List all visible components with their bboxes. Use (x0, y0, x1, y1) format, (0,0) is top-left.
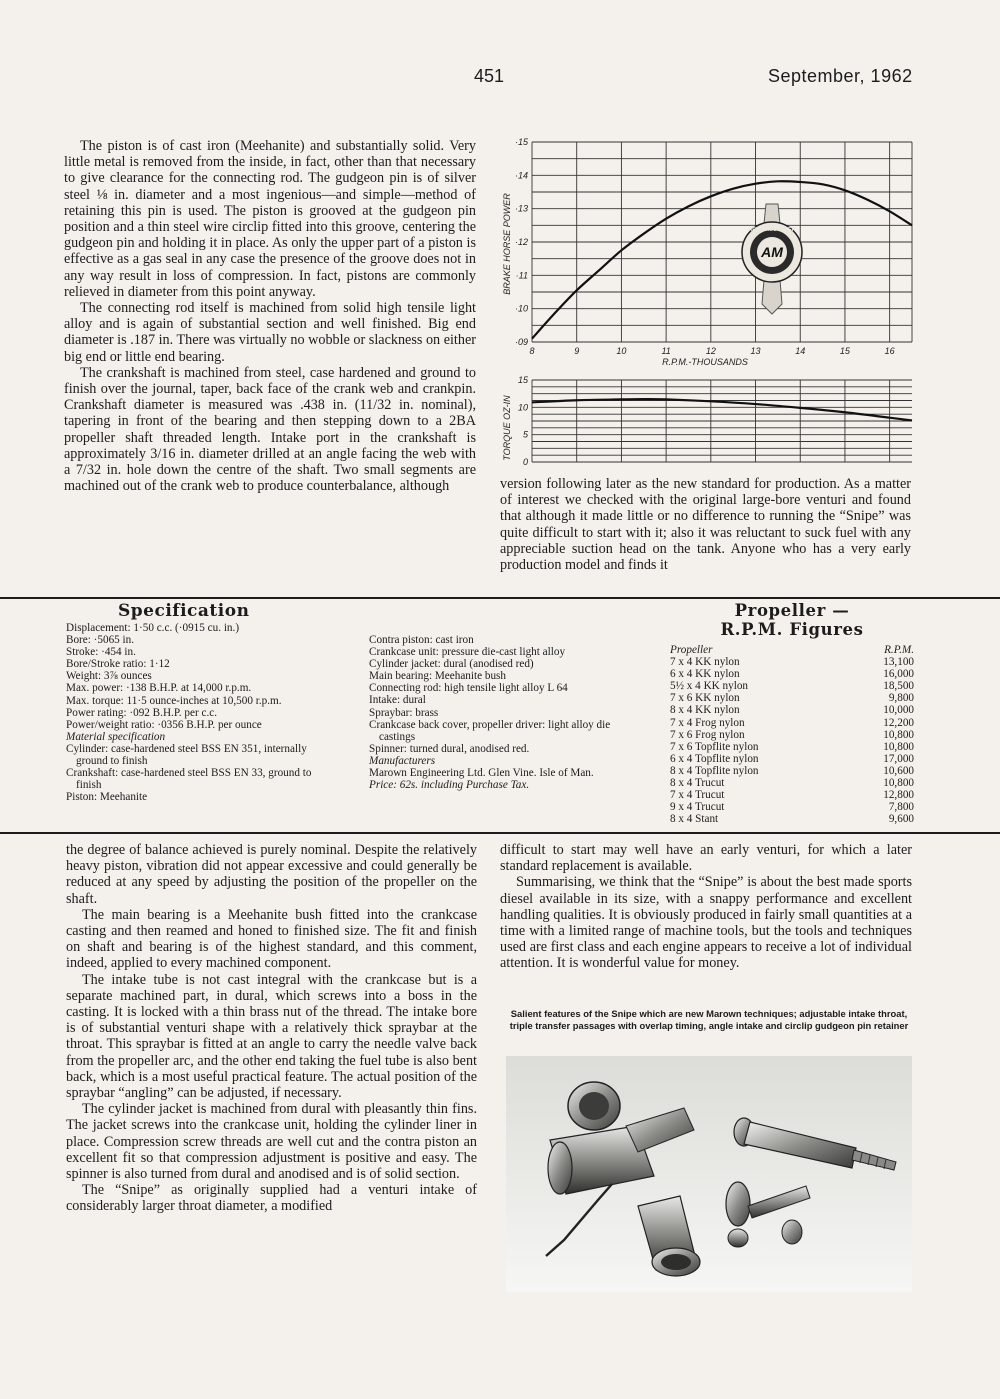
svg-text:ANALYSIS: ANALYSIS (758, 274, 786, 280)
propeller-table-body (670, 656, 914, 825)
table-row (670, 741, 914, 753)
propeller-size: 5½ x 4 KK nylon (670, 680, 749, 693)
propeller-size: 8 x 4 KK nylon (670, 704, 740, 717)
specification-col-1 (66, 622, 312, 803)
x-tick-label: 11 (661, 346, 671, 356)
propeller-size: 7 x 6 Frog nylon (670, 728, 745, 741)
col-header-propeller: Propeller (670, 644, 713, 656)
spec-line: Crankcase back cover, propeller driver: light alloy die castings (369, 718, 611, 743)
spec-top-rule (0, 597, 1000, 599)
rpm-value: 10,800 (883, 740, 914, 753)
table-row (670, 692, 914, 704)
table-row (670, 729, 914, 741)
spec-line: Power rating: ·092 B.H.P. per c.c. (66, 706, 218, 719)
bhp-y-ticks (515, 137, 529, 347)
paragraph: The main bearing is a Meehanite bush fitted into the crankcase casting and then reamed and honed to finished size. The fit and finish on shaft and bearing is of the highest standard, and this comment, indeed, applied to every machined component. (66, 906, 477, 972)
gudgeon-pin-part (728, 1229, 748, 1247)
paragraph: the degree of balance achieved is purely nominal. Despite the relatively heavy piston, vibration did not appear excessive and could generally be reduced at any speed by adjusting the position of the propeller on the shaft. (66, 842, 477, 907)
spec-line: Cylinder: case-hardened steel BSS EN 351, internally ground to finish (66, 742, 307, 768)
spec-line: Max. torque: 11·5 ounce-inches at 10,500 r.p.m. (66, 694, 282, 707)
spec-line: Weight: 3⅞ ounces (66, 670, 152, 683)
piston-ring-part (782, 1220, 802, 1244)
specification-title: Specification (118, 601, 250, 621)
spec-line: Spinner: turned dural, anodised red. (369, 742, 530, 755)
spec-price: Price: 62s. including Purchase Tax. (369, 779, 530, 792)
issue-date: September, 1962 (768, 66, 913, 86)
x-tick-label: 10 (616, 346, 627, 356)
photo-caption: Salient features of the Snipe which are new Marown techniques; adjustable intake throat, triple transfer passages with overlap timing, angle intake and circlip gudgeon pin retainer (509, 1008, 909, 1031)
spec-line: Piston: Meehanite (66, 791, 148, 804)
y-tick-label: 5 (522, 429, 528, 440)
page-number: 451 (474, 66, 505, 86)
paragraph: difficult to start may well have an early venturi, for which a later standard replacement is available. (500, 842, 912, 875)
bhp-curve (532, 181, 912, 338)
table-header-row (670, 644, 914, 656)
table-row (670, 789, 914, 801)
spec-heading: Manufacturers (369, 754, 436, 767)
spec-line: Marown Engineering Ltd. Glen Vine. Isle of Man. (369, 767, 594, 780)
rpm-value: 10,800 (883, 728, 914, 741)
y-tick-label: ·09 (514, 337, 528, 347)
x-tick-label: 14 (795, 346, 806, 356)
spec-bottom-rule (0, 832, 1000, 834)
y-tick-label: ·10 (514, 303, 528, 314)
x-tick-label: 9 (574, 346, 580, 356)
propeller-title (670, 601, 914, 639)
bhp-chart (492, 132, 920, 372)
table-row (670, 680, 914, 692)
y-tick-label: ·15 (514, 137, 528, 147)
rpm-value: 7,800 (888, 801, 914, 814)
spec-line: Bore: ·5065 in. (66, 634, 135, 647)
spec-line: Cylinder jacket: dural (anodised red) (369, 658, 534, 671)
table-row (670, 668, 914, 680)
rpm-value: 12,800 (883, 789, 914, 802)
rpm-value: 12,200 (883, 716, 914, 729)
table-row (670, 813, 914, 825)
spec-line: Bore/Stroke ratio: 1·12 (66, 658, 170, 671)
spec-line: Crankshaft: case-hardened steel BSS EN 33, ground to finish (66, 767, 312, 792)
x-tick-label: 16 (884, 346, 895, 356)
rpm-value: 9,800 (888, 692, 914, 705)
table-row (670, 704, 914, 716)
aeromodeller-badge-logo (742, 204, 802, 314)
y-tick-label: ·13 (514, 203, 528, 214)
left-top-column (64, 138, 476, 494)
spec-line: Main bearing: Meehanite bush (369, 670, 507, 683)
propeller-size: 7 x 4 Trucut (670, 789, 725, 802)
y-tick-label: 0 (522, 457, 528, 467)
table-row (670, 753, 914, 765)
bhp-y-axis-label: BRAKE HORSE POWER (502, 193, 512, 295)
y-tick-label: ·12 (514, 237, 528, 247)
right-bottom-column (500, 842, 912, 972)
y-tick-label: 10 (517, 402, 528, 413)
col-header-rpm: R.P.M. (884, 644, 914, 656)
specification-col-2 (369, 634, 615, 791)
paragraph: version following later as the new standard for production. As a matter of interest we checked with the original large-bore venturi and found that although it made little or no difference to running the “Snipe” was quite difficult to start with it; also it was reluctant to suck fuel with any appreciable suction head on the tank. Anyone who has a very early production model and finds it (500, 476, 911, 574)
spec-line: Stroke: ·454 in. (66, 646, 136, 659)
propeller-size: 7 x 6 KK nylon (670, 692, 740, 705)
x-tick-label: 15 (839, 346, 850, 356)
table-row (670, 717, 914, 729)
table-row (670, 765, 914, 777)
y-tick-label: ·14 (514, 170, 528, 181)
propeller-size: 6 x 4 Topflite nylon (670, 752, 759, 765)
table-row (670, 656, 914, 668)
paragraph: The crankshaft is machined from steel, case hardened and ground to finish over the journal, taper, back face of the crank web and crankpin. Crankshaft diameter is measured was .438 in. (11/32 in. nominal), tapering in front of the bearing and then stepping down to a 2BA propeller shaft threaded length. Intake port in the crankshaft is approximately 3/16 in. diameter drilled at an angle facing the web with a 7/32 in. hole down the centre of the shaft. Two small segments are machined out of the crank web to produce counterbalance, although (64, 364, 476, 495)
rpm-value: 18,500 (883, 680, 914, 693)
x-tick-label: 8 (529, 346, 535, 356)
spec-line: Spraybar: brass (369, 706, 439, 719)
propeller-size: 8 x 4 Topflite nylon (670, 764, 759, 777)
svg-text:AEROMODELLER: AEROMODELLER (748, 227, 796, 233)
paragraph: Summarising, we think that the “Snipe” is about the best made sports diesel available in its size, with a snappy performance and excellent handling qualities. It is obviously produced in fairly small quantities at a time with a limited range of machine tools, but the tools and techniques used are first class and each engine appears to receive a lot of individual attention. It is wonderful value for money. (500, 874, 912, 972)
spec-line: Intake: dural (369, 694, 426, 707)
right-top-column (500, 476, 911, 573)
paragraph: The intake tube is not cast integral with the crankcase but is a separate machined part, in dural, which screws into a boss in the casting. It is locked with a thin brass nut of the thread. The intake bore is of substantial venturi shape with a relatively thick spraybar at the throat. This spraybar is fitted at an angle to carry the needle valve back from the propeller arc, and the other end taking the fuel tube is also bent back, which is a most useful practical feature. The actual position of the spraybar “angling” can be adjusted, if necessary. (66, 971, 477, 1102)
torque-y-ticks (518, 375, 529, 467)
table-row (670, 801, 914, 813)
table-row (670, 777, 914, 789)
propeller-size: 7 x 6 Topflite nylon (670, 740, 759, 753)
rpm-value: 13,100 (883, 656, 914, 669)
bhp-chart-grid (532, 142, 912, 342)
spec-line: Contra piston: cast iron (369, 634, 474, 646)
propeller-size: 6 x 4 KK nylon (670, 668, 740, 681)
paragraph: The piston is of cast iron (Meehanite) and substantially solid. Very little metal is removed from the inside, in fact, other than that necessary to give clearance for the connecting rod. The gudgeon pin is of silver steel ⅛ in. diameter and a most ingenious—and simple—method of retaining this pin is used. The piston is grooved at the gudgeon pin position and a thin steel wire circlip fitted into this groove, centering the gudgeon pin and holding it in place. As only the upper part of a piston is effective as a gas seal in any case the presence of the groove does not in any way result in loss of compression. In fact, pistons are commonly relieved in diameter from this point anyway. (64, 138, 476, 300)
y-tick-label: 15 (517, 375, 528, 385)
svg-text:AM: AM (761, 244, 783, 260)
paragraph: The connecting rod itself is machined from solid high tensile light alloy and is again of substantial section and well finished. Big end diameter is .187 in. There was virtually no wobble or slackness on either big end or little end bearing. (64, 300, 476, 365)
paragraph: The “Snipe” as originally supplied had a venturi intake of considerably larger throat diameter, a modified (66, 1182, 477, 1215)
spec-line: Crankcase unit: pressure die-cast light alloy (369, 646, 566, 659)
left-bottom-column (66, 842, 477, 1215)
propeller-table (670, 644, 914, 825)
propeller-size: 8 x 4 Trucut (670, 777, 725, 790)
bhp-x-ticks (529, 346, 894, 356)
rpm-value: 10,000 (883, 704, 914, 717)
propeller-title-line-2: R.P.M. Figures (720, 620, 864, 639)
y-tick-label: ·11 (515, 270, 528, 281)
rpm-value: 17,000 (883, 752, 914, 765)
propeller-size: 8 x 4 Stant (670, 813, 719, 826)
spec-line: Power/weight ratio: ·0356 B.H.P. per ounce (66, 718, 262, 731)
spec-line: Max. power: ·138 B.H.P. at 14,000 r.p.m. (66, 682, 252, 695)
rpm-value: 10,800 (883, 777, 914, 790)
propeller-size: 7 x 4 KK nylon (670, 656, 740, 669)
x-tick-label: 13 (750, 346, 761, 356)
rpm-value: 16,000 (883, 668, 914, 681)
spec-heading: Material specification (66, 730, 166, 743)
propeller-title-line-1: Propeller — (734, 601, 850, 620)
torque-y-axis-label: TORQUE OZ-IN (502, 395, 512, 461)
propeller-size: 7 x 4 Frog nylon (670, 716, 745, 729)
bhp-x-axis-label: R.P.M.-THOUSANDS (662, 357, 748, 367)
spec-line: Displacement: 1·50 c.c. (·0915 cu. in.) (66, 622, 240, 634)
x-tick-label: 12 (705, 346, 716, 356)
torque-curve (532, 399, 912, 420)
paragraph: The cylinder jacket is machined from dural with pleasantly thin fins. The jacket screws into the crankcase unit, holding the cylinder liner in place. Compression screw threads are well cut and the contra piston an excellent fit so that compression adjustment is positive and easy. The spinner is also turned from dural and anodised and is of solid section. (66, 1101, 477, 1183)
rpm-value: 9,600 (888, 813, 914, 826)
rpm-value: 10,600 (883, 764, 914, 777)
spec-line: Connecting rod: high tensile light alloy L 64 (369, 682, 568, 695)
torque-chart-grid (532, 380, 912, 462)
engine-parts-photo (506, 1056, 912, 1292)
propeller-size: 9 x 4 Trucut (670, 801, 725, 814)
torque-chart (492, 372, 920, 472)
